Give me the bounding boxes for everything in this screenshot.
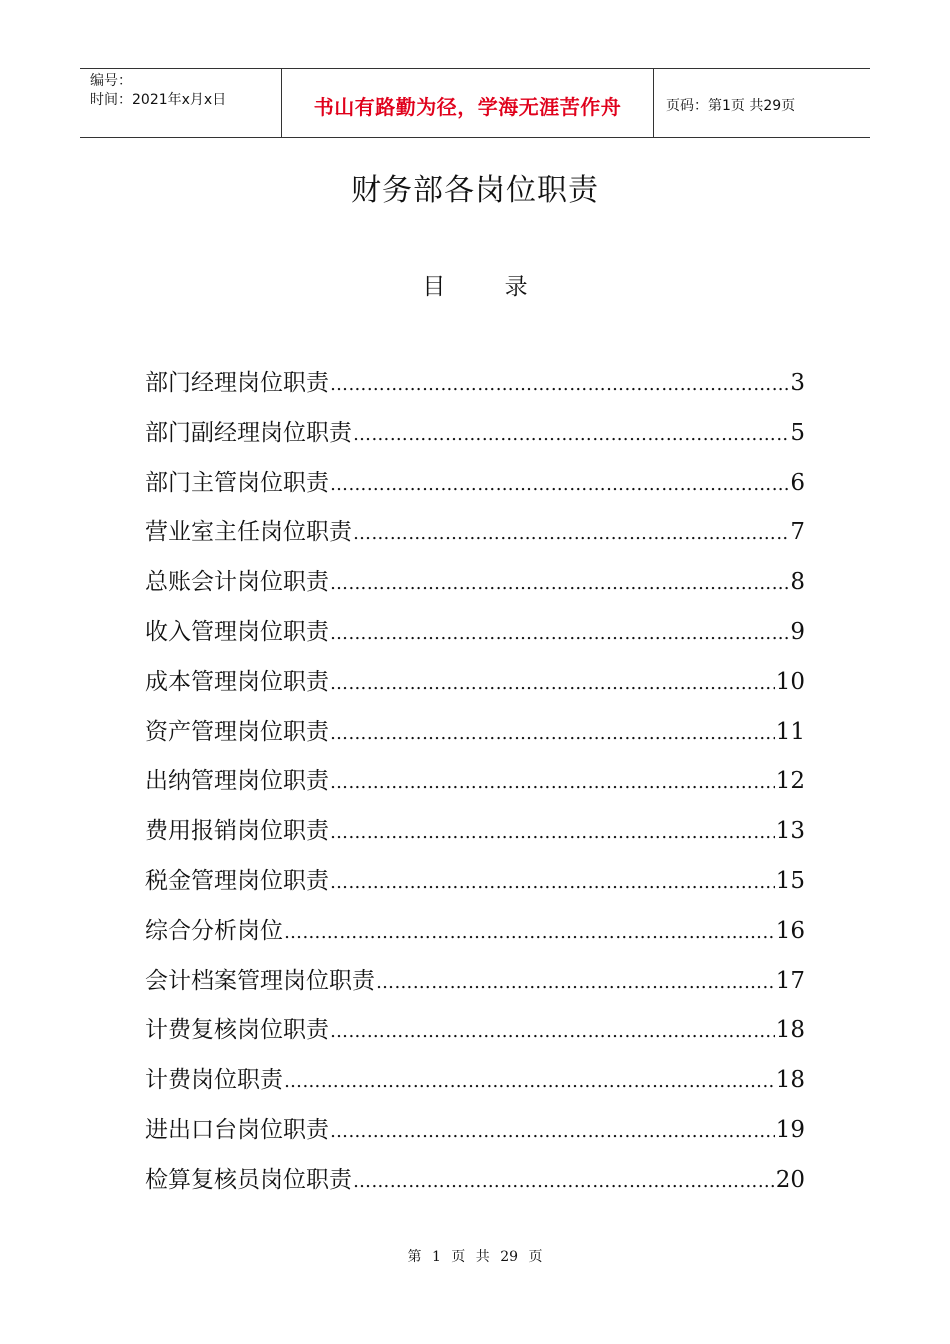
toc-entry[interactable] [145, 416, 805, 466]
toc-dot-leader [330, 667, 775, 701]
toc-entry-page-number: 18 [775, 1067, 805, 1094]
toc-dot-leader [330, 1015, 775, 1049]
toc-entry-label: 资产管理岗位职责 [145, 718, 329, 745]
toc-entry[interactable] [145, 864, 805, 914]
toc-entry-label: 进出口台岗位职责 [145, 1116, 329, 1143]
toc-dot-leader [376, 966, 775, 1000]
toc-entry-page-number: 8 [790, 569, 805, 596]
toc-entry-page-number: 7 [790, 519, 805, 546]
toc-entry-page-number: 5 [790, 419, 805, 446]
toc-entry-page-number: 3 [790, 370, 805, 396]
toc-dot-leader [330, 567, 789, 601]
toc-entry-label: 总账会计岗位职责 [145, 569, 329, 596]
toc-entry-page-number: 15 [775, 867, 805, 894]
toc-entry-page-number: 10 [775, 668, 805, 695]
toc-entry[interactable] [145, 1113, 805, 1163]
header-page-info: 页码：第1页 共29页 [666, 98, 796, 114]
toc-entry-label: 会计档案管理岗位职责 [145, 967, 375, 994]
toc-dot-leader [330, 816, 775, 850]
toc-entry-label: 部门副经理岗位职责 [145, 419, 352, 446]
toc-entry-label: 计费岗位职责 [145, 1067, 283, 1094]
toc-dot-leader [330, 617, 789, 651]
toc-entry[interactable] [145, 814, 805, 864]
toc-entry-label: 部门经理岗位职责 [145, 370, 329, 396]
toc-entry-label: 出纳管理岗位职责 [145, 768, 329, 795]
toc-entry[interactable] [145, 764, 805, 814]
toc-entry-page-number: 20 [775, 1166, 805, 1193]
document-number-label: 编号： [90, 73, 132, 89]
page-header [80, 68, 870, 138]
toc-entry-page-number: 12 [775, 768, 805, 795]
toc-entry-page-number: 16 [775, 917, 805, 944]
toc-entry[interactable] [145, 615, 805, 665]
toc-dot-leader [284, 1065, 775, 1099]
toc-dot-leader [353, 517, 789, 551]
toc-heading: 目 录 [422, 274, 554, 300]
toc-dot-leader [330, 368, 789, 402]
table-of-contents [145, 366, 805, 1213]
toc-entry-page-number: 6 [790, 469, 805, 496]
toc-entry-page-number: 11 [775, 718, 805, 745]
toc-entry[interactable] [145, 1063, 805, 1113]
toc-entry-label: 计费复核岗位职责 [145, 1017, 329, 1044]
toc-entry-page-number: 18 [775, 1017, 805, 1044]
toc-entry[interactable] [145, 715, 805, 765]
toc-entry-label: 营业室主任岗位职责 [145, 519, 352, 546]
toc-entry[interactable] [145, 665, 805, 715]
toc-dot-leader [330, 717, 775, 751]
toc-dot-leader [330, 766, 775, 800]
toc-entry-label: 成本管理岗位职责 [145, 668, 329, 695]
toc-entry-page-number: 17 [775, 967, 805, 994]
toc-entry[interactable] [145, 964, 805, 1014]
toc-dot-leader [284, 916, 775, 950]
toc-dot-leader [353, 418, 789, 452]
document-title: 财务部各岗位职责 [351, 173, 599, 208]
toc-entry-label: 收入管理岗位职责 [145, 618, 329, 645]
toc-entry[interactable] [145, 515, 805, 565]
toc-entry[interactable] [145, 466, 805, 516]
toc-entry[interactable] [145, 914, 805, 964]
toc-entry-label: 费用报销岗位职责 [145, 818, 329, 845]
toc-entry-page-number: 13 [775, 818, 805, 845]
toc-entry[interactable] [145, 1163, 805, 1213]
header-meta [80, 69, 282, 137]
toc-entry-label: 检算复核员岗位职责 [145, 1166, 352, 1193]
document-date-label: 时间：2021年x月x日 [90, 92, 227, 108]
toc-dot-leader [330, 1115, 775, 1149]
toc-entry[interactable] [145, 366, 805, 416]
toc-entry-label: 税金管理岗位职责 [145, 867, 329, 894]
toc-dot-leader [353, 1165, 775, 1199]
toc-entry[interactable] [145, 1013, 805, 1063]
toc-dot-leader [330, 468, 789, 502]
page-footer: 第 1 页 共 29 页 [407, 1249, 543, 1265]
header-motto: 书山有路勤为径，学海无涯苦作舟 [282, 69, 654, 137]
toc-entry-label: 部门主管岗位职责 [145, 469, 329, 496]
toc-entry-label: 综合分析岗位 [145, 917, 283, 944]
toc-dot-leader [330, 866, 775, 900]
toc-entry[interactable] [145, 565, 805, 615]
toc-entry-page-number: 9 [790, 618, 805, 645]
toc-entry-page-number: 19 [775, 1116, 805, 1143]
